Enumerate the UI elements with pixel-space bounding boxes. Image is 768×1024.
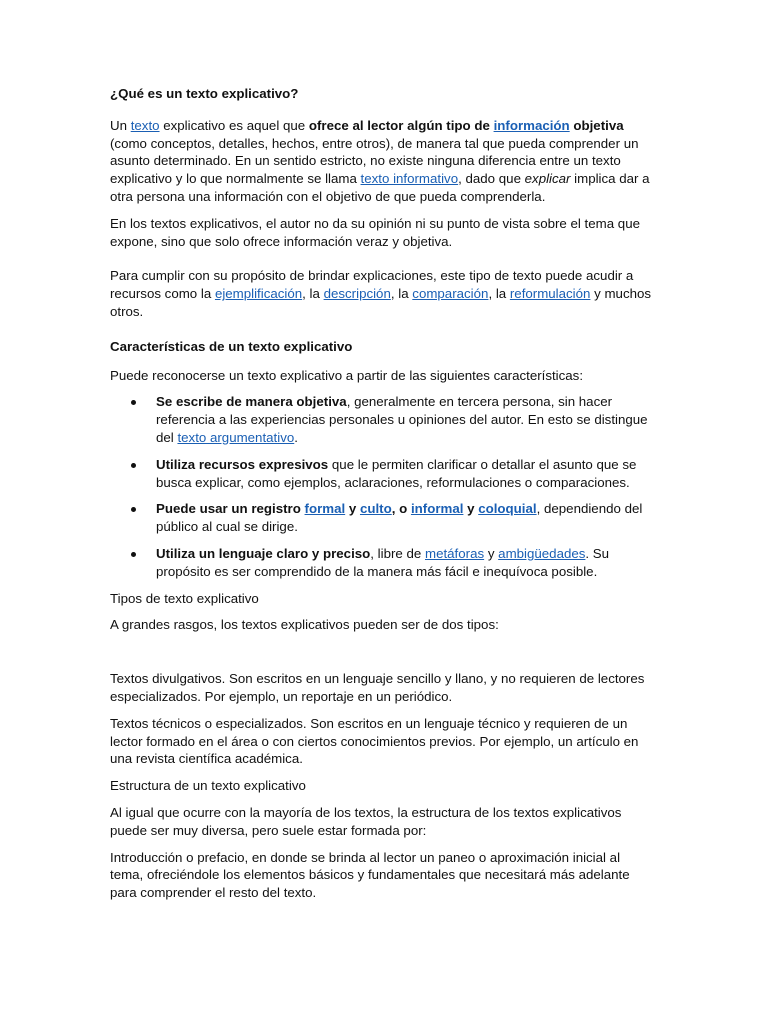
bold-run: Se escribe de manera objetiva: [156, 394, 347, 410]
text-run: , dependiendo del público al cual se dirige.: [156, 501, 643, 535]
link-informacion[interactable]: información: [493, 117, 570, 133]
text-run: . Su propósito es ser comprendido de la manera más fácil e inequívoca posible.: [156, 545, 610, 579]
bold-run: y: [463, 501, 479, 517]
text-run: explicativo es aquel que: [159, 117, 309, 133]
text-run: , libre de: [370, 545, 425, 561]
paragraph-al-igual: Al igual que ocurre con la mayoría de los textos, la estructura de los textos explicativos puede ser muy diversa, pero suele estar formada por:: [110, 804, 622, 838]
paragraph-estructura-heading: Estructura de un texto explicativo: [110, 778, 306, 794]
link-texto-argumentativo[interactable]: texto argumentativo: [177, 429, 295, 445]
text-run: , la: [488, 286, 510, 302]
characteristics-list: [110, 393, 655, 580]
bold-run: ofrece al lector algún tipo de: [308, 117, 494, 133]
text-run: , la: [390, 286, 413, 302]
bold-run: objetiva: [569, 117, 624, 133]
bold-run: Utiliza un lenguaje claro y preciso: [156, 545, 371, 561]
list-item: [110, 393, 655, 446]
text-run: y muchos otros.: [110, 286, 652, 319]
list-item: [110, 456, 655, 492]
text-run: y: [484, 545, 499, 561]
link-ambiguedades[interactable]: ambigüedades: [498, 545, 586, 561]
text-run: , la: [302, 286, 324, 302]
paragraph-introduccion: Introducción o prefacio, en donde se brinda al lector un paneo o aproximación inicial al tema, ofreciéndole los elementos básicos y fundamentales que necesitará más adelante para comprender el resto del texto.: [110, 849, 630, 901]
text-run: que le permiten clarificar o detallar el asunto que se busca explicar, como ejemplos, aclaraciones, reformulaciones o comparaciones.: [156, 456, 637, 490]
bold-run: Utiliza recursos expresivos: [156, 456, 329, 472]
text-run: Para cumplir con su propósito de brindar explicaciones, este tipo de texto puede acudir a recursos como la: [110, 268, 634, 302]
italic-run: explicar: [524, 171, 571, 187]
paragraph-tipos-heading: Tipos de texto explicativo: [110, 590, 259, 606]
link-texto[interactable]: texto: [130, 117, 160, 133]
page-title: ¿Qué es un texto explicativo?: [110, 86, 299, 101]
bullet-dot-icon: [131, 507, 136, 512]
bullet-dot-icon: [131, 552, 136, 557]
section-heading-caracteristicas: Características de un texto explicativo: [110, 338, 353, 354]
link-reformulacion[interactable]: reformulación: [509, 286, 591, 302]
link-comparacion[interactable]: comparación: [412, 286, 489, 302]
list-item: [110, 500, 655, 536]
bold-run: Puede usar un registro: [156, 501, 305, 517]
text-run: implica dar a otra persona una información con el objetivo de que pueda comprenderla.: [110, 171, 650, 204]
link-informal[interactable]: informal: [410, 501, 464, 517]
text-run: , generalmente en tercera persona, sin hacer referencia a las experiencias personales u opiniones del autor. En esto se distingue del: [156, 394, 648, 445]
link-descripcion[interactable]: descripción: [323, 286, 391, 302]
link-texto-informativo[interactable]: texto informativo: [360, 171, 459, 187]
paragraph-intro-list: Puede reconocerse un texto explicativo a partir de las siguientes características:: [110, 367, 584, 383]
paragraph-tecnicos: Textos técnicos o especializados. Son escritos en un lenguaje técnico y requieren de un lector formado en el área o con ciertos conocimientos previos. Por ejemplo, un artículo en una revista científica académica.: [110, 715, 639, 767]
text-run: (como conceptos, detalles, hechos, entre otros), de manera tal que pueda comprender un asunto determinado. En un sentido estricto, no existe ninguna diferencia entre un texto explicativo y lo que normalmente se llama: [110, 135, 639, 187]
paragraph-resources: [110, 267, 655, 320]
link-formal[interactable]: formal: [304, 501, 346, 517]
text-run: .: [294, 429, 298, 445]
document-page: [110, 85, 655, 911]
paragraph-divulgativos: Textos divulgativos. Son escritos en un lenguaje sencillo y llano, y no requieren de lectores especializados. Por ejemplo, un reportaje en un periódico.: [110, 671, 645, 704]
bullet-dot-icon: [131, 463, 136, 468]
paragraph-objectivity: En los textos explicativos, el autor no da su opinión ni su punto de vista sobre el tema que expone, sino que solo ofrece información veraz y objetiva.: [110, 215, 640, 249]
paragraph-grandes-rasgos: A grandes rasgos, los textos explicativos pueden ser de dos tipos:: [110, 617, 499, 633]
link-ejemplificacion[interactable]: ejemplificación: [214, 286, 303, 302]
link-coloquial[interactable]: coloquial: [478, 501, 537, 517]
link-metaforas[interactable]: metáforas: [425, 545, 485, 561]
text-run: , dado que: [458, 171, 525, 187]
bold-run: , o: [391, 501, 411, 517]
bold-run: y: [345, 501, 360, 517]
text-run: Un: [110, 117, 131, 133]
link-culto[interactable]: culto: [359, 501, 392, 517]
list-item: [110, 545, 655, 581]
paragraph-definition: [110, 117, 655, 206]
bullet-dot-icon: [131, 400, 136, 405]
